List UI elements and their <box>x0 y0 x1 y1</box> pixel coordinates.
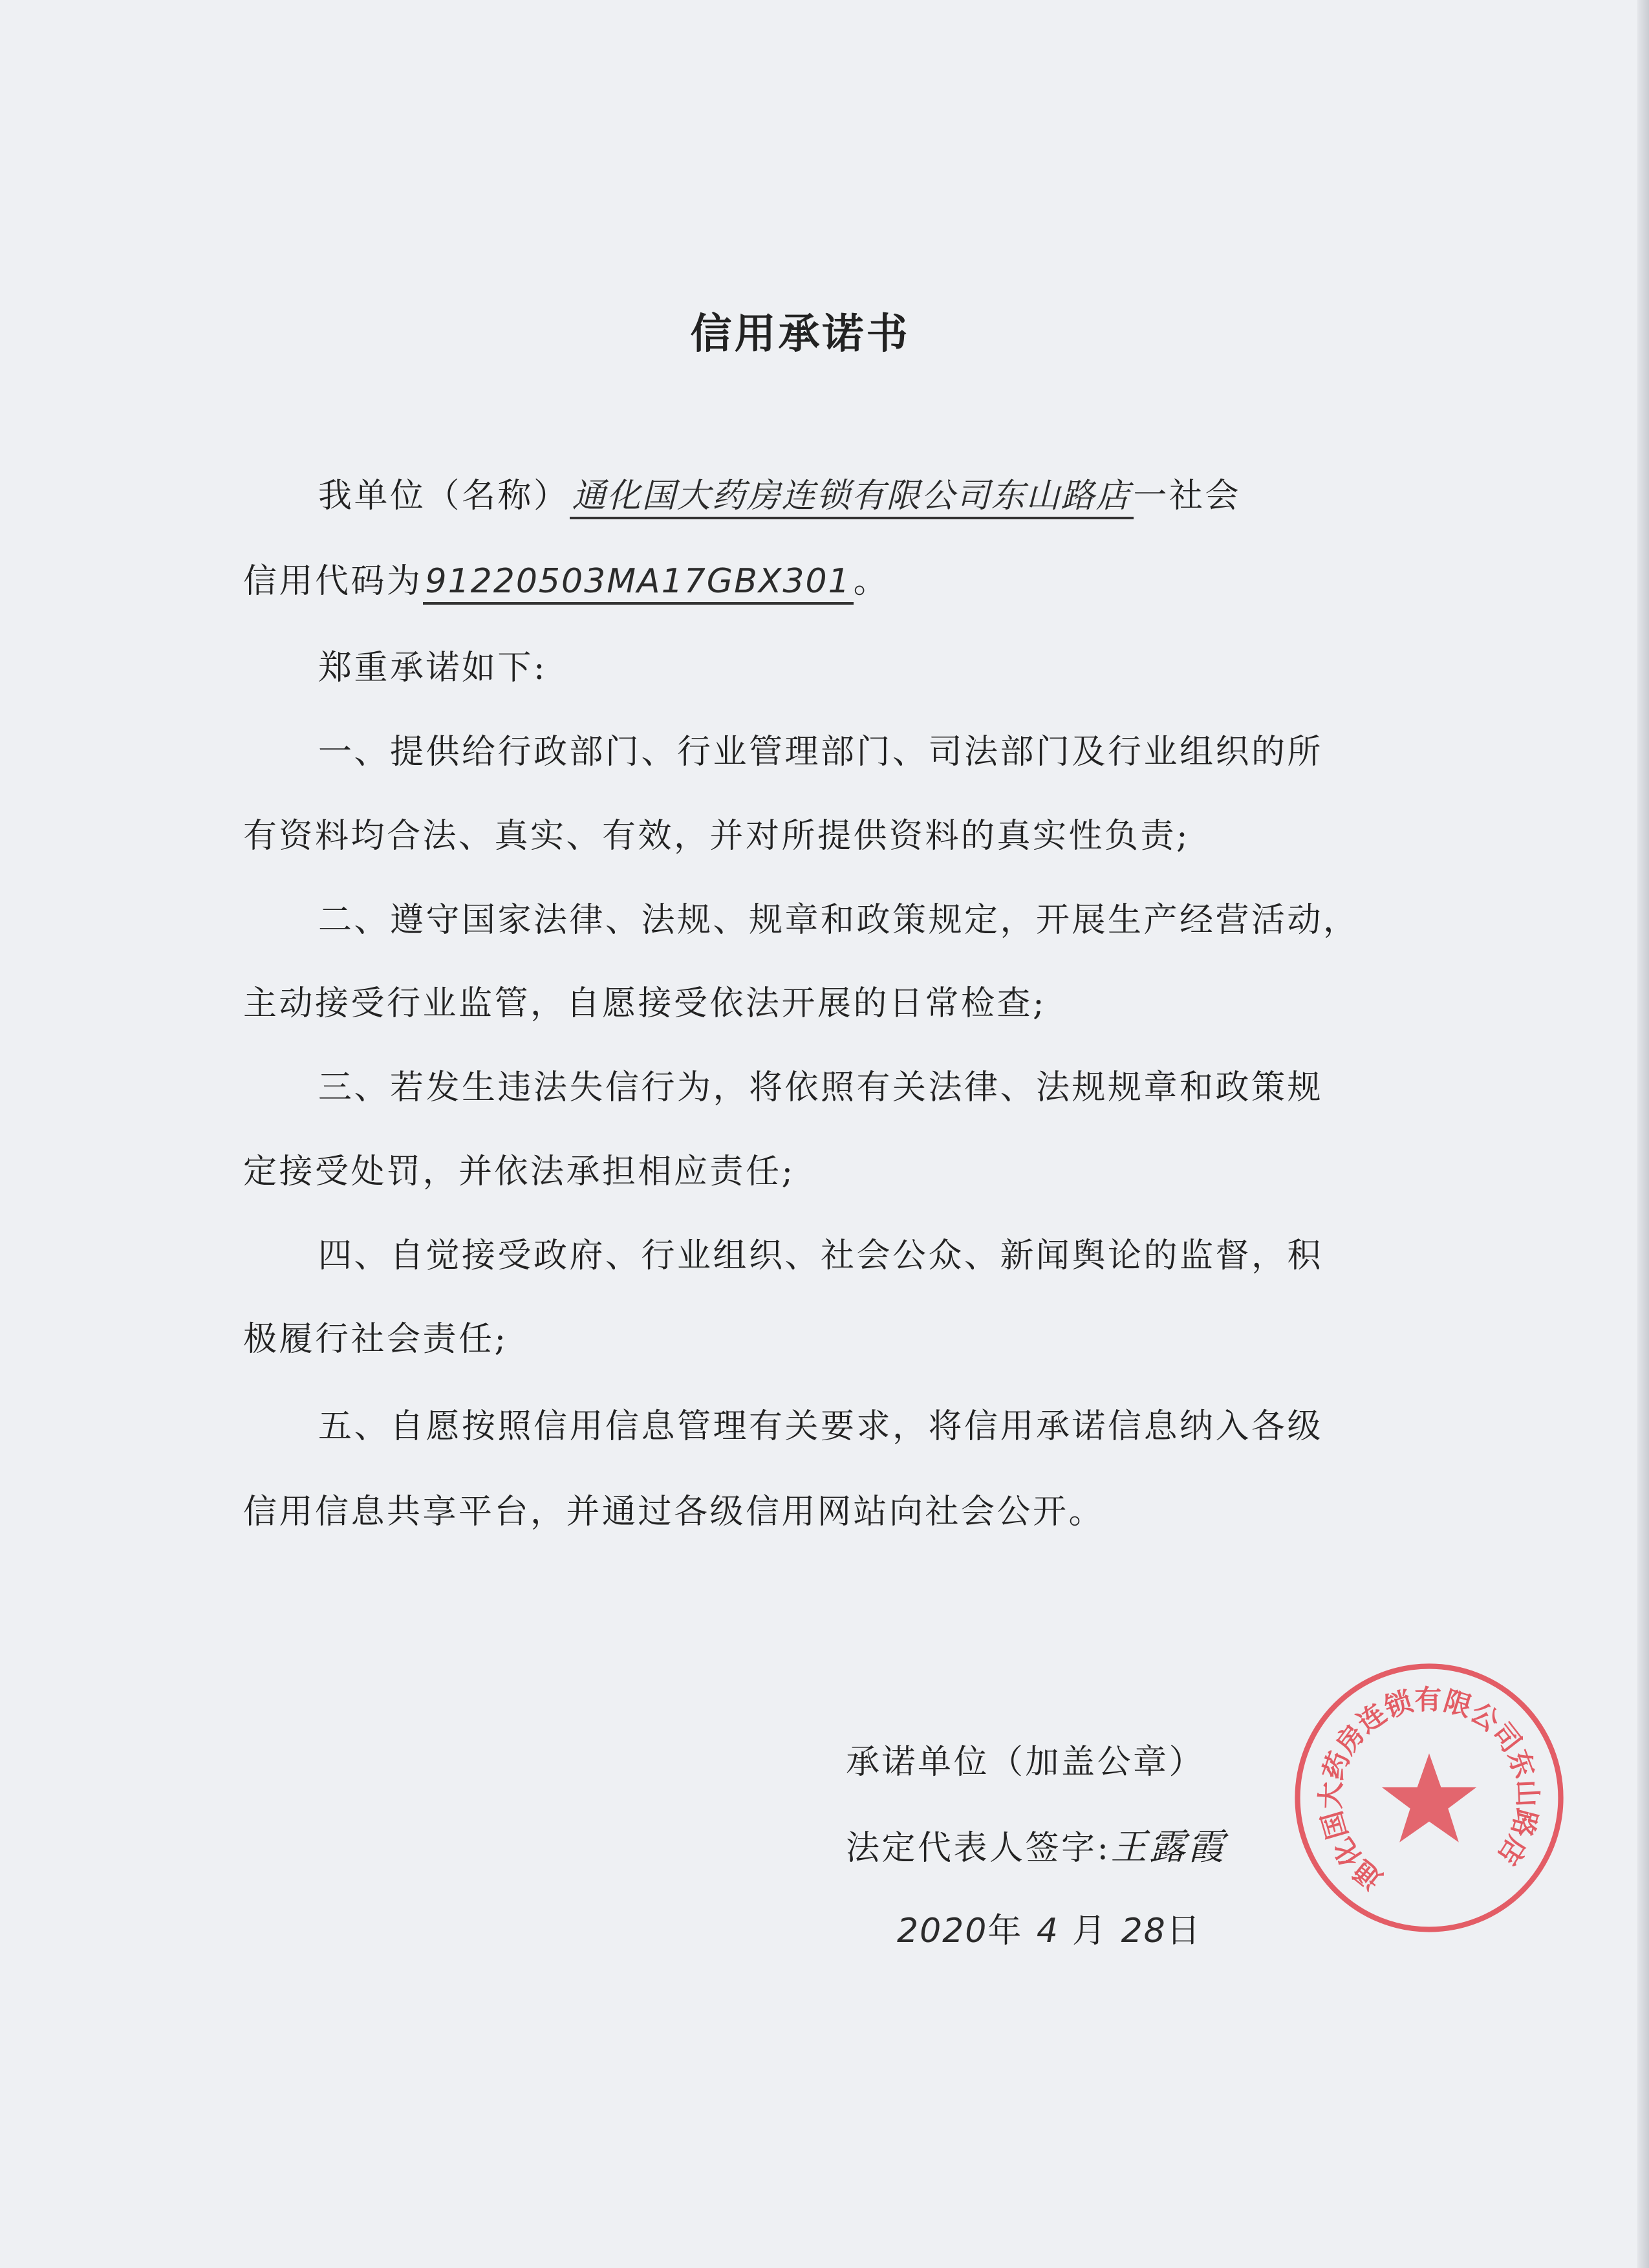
rep-line <box>846 1827 1226 1869</box>
rep-signature: 王露霞 <box>1110 1826 1227 1868</box>
code-suffix: 。 <box>853 562 890 601</box>
clause-4b: 极履行社会责任; <box>243 1320 508 1359</box>
clause-3b: 定接受处罚，并依法承担相应责任; <box>243 1152 795 1191</box>
document-title: 信用承诺书 <box>690 310 911 358</box>
date-day: 28 <box>1121 1912 1167 1950</box>
clause-3a: 三、若发生违法失信行为，将依照有关法律、法规规章和政策规 <box>318 1068 1324 1107</box>
date-month: 4 <box>1036 1912 1059 1950</box>
credit-code-field: 91220503MA17GBX301 <box>423 561 854 605</box>
intro-line-1 <box>318 475 1241 519</box>
year-char: 年 <box>987 1912 1024 1950</box>
clause-1a: 一、提供给行政部门、行业管理部门、司法部门及行业组织的所 <box>318 733 1324 772</box>
company-name-field: 通化国大药房连锁有限公司东山路店 <box>570 475 1134 519</box>
unit-label: 承诺单位（加盖公章） <box>846 1743 1205 1782</box>
clause-4a: 四、自觉接受政府、行业组织、社会公众、新闻舆论的监督，积 <box>318 1237 1324 1275</box>
scan-edge <box>1637 0 1649 2268</box>
clause-2b: 主动接受行业监管，自愿接受依法开展的日常检查; <box>243 984 1047 1023</box>
company-seal <box>1287 1656 1571 1940</box>
dash: 一 <box>1133 477 1170 515</box>
clause-1b: 有资料均合法、真实、有效，并对所提供资料的真实性负责; <box>243 817 1191 856</box>
seal-text: 通化国大药房连锁有限公司东山路店 <box>1315 1683 1544 1895</box>
clause-2a: 二、遵守国家法律、法规、规章和政策规定，开展生产经营活动， <box>318 901 1359 940</box>
code-prefix: 信用代码为 <box>243 562 423 601</box>
seal-star <box>1382 1753 1477 1842</box>
clause-5a: 五、自愿按照信用信息管理有关要求，将信用承诺信息纳入各级 <box>318 1407 1324 1446</box>
intro-prefix: 我单位（名称） <box>318 477 570 515</box>
rep-label: 法定代表人签字: <box>846 1829 1111 1868</box>
day-char: 日 <box>1166 1912 1203 1950</box>
date-year: 2020 <box>897 1912 988 1950</box>
intro-suffix: 社会 <box>1169 477 1242 515</box>
date-line <box>897 1910 1202 1952</box>
clause-5b: 信用信息共享平台，并通过各级信用网站向社会公开。 <box>243 1493 1105 1531</box>
month-char: 月 <box>1072 1912 1108 1950</box>
intro-line-2 <box>243 561 889 605</box>
lead-text: 郑重承诺如下: <box>318 649 548 687</box>
